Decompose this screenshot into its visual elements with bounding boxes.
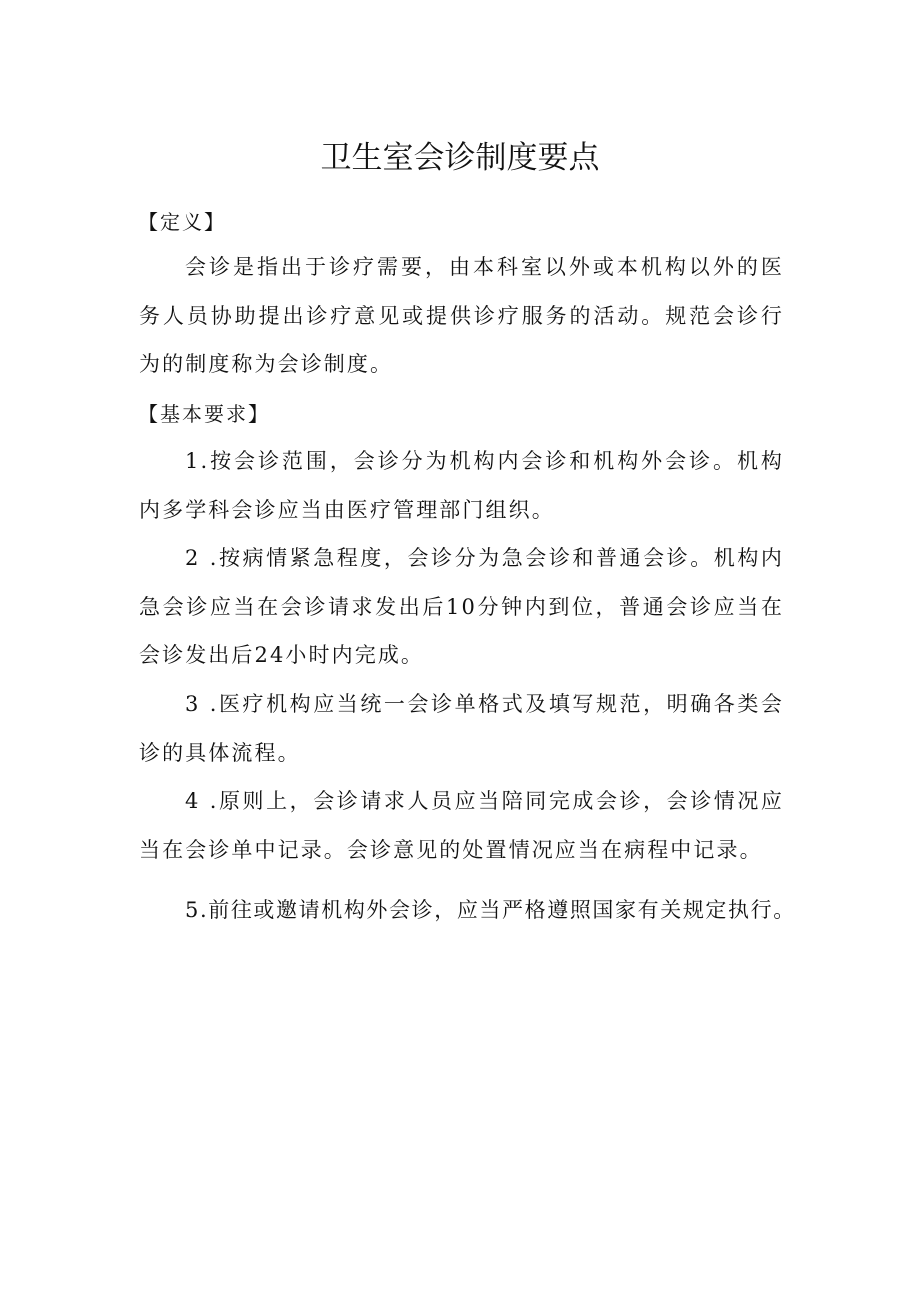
section-heading-definition: 【定义】 <box>138 210 226 234</box>
requirement-item-4: 4 .原则上，会诊请求人员应当陪同完成会诊，会诊情况应当在会诊单中记录。会诊意见的处置情况应当在病程中记录。 <box>139 789 784 862</box>
requirement-item-2: 2 .按病情紧急程度，会诊分为急会诊和普通会诊。机构内急会诊应当在会诊请求发出后10分钟内到位，普通会诊应当在会诊发出后24小时内完成。 <box>139 546 784 667</box>
document-title: 卫生室会诊制度要点 <box>320 140 600 176</box>
definition-paragraph: 会诊是指出于诊疗需要，由本科室以外或本机构以外的医务人员协助提出诊疗意见或提供诊疗服务的活动。规范会诊行为的制度称为会诊制度。 <box>139 255 784 376</box>
requirement-item-1: 1.按会诊范围，会诊分为机构内会诊和机构外会诊。机构内多学科会诊应当由医疗管理部门组织。 <box>139 449 784 522</box>
section-heading-requirements: 【基本要求】 <box>138 402 270 426</box>
requirement-item-3: 3 .医疗机构应当统一会诊单格式及填写规范，明确各类会诊的具体流程。 <box>139 692 784 765</box>
requirement-item-5: 5.前往或邀请机构外会诊，应当严格遵照国家有关规定执行。 <box>185 898 796 922</box>
